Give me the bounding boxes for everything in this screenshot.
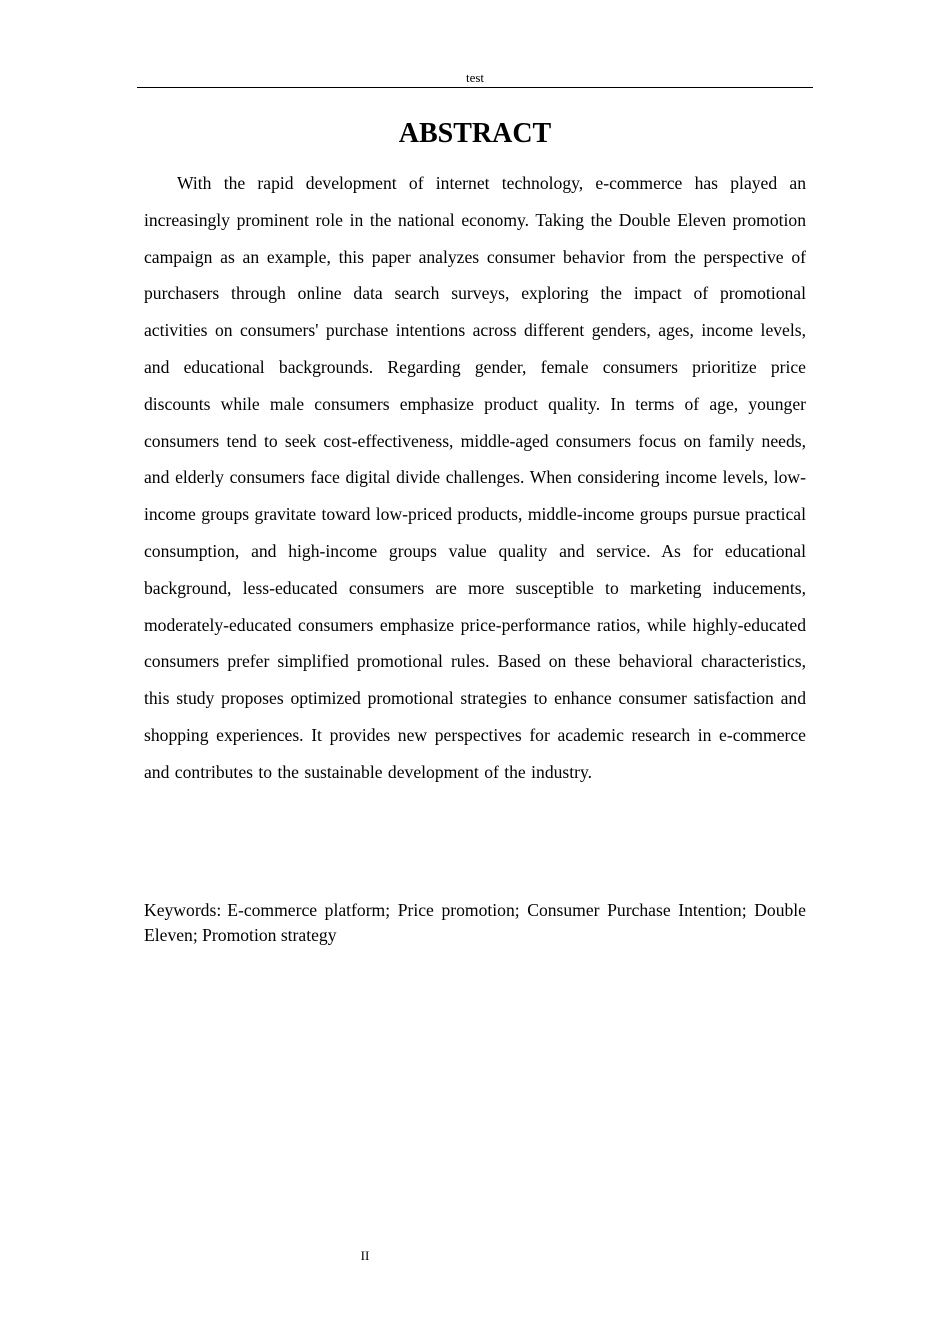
keywords-label: Keywords: [144, 900, 222, 920]
abstract-heading: ABSTRACT [398, 118, 552, 149]
running-header: test [465, 70, 485, 85]
keywords-text: E-commerce platform; Price promotion; Consumer Purchase Intention; Double Eleven; Promotion strategy [144, 900, 806, 945]
header-divider [137, 87, 813, 88]
abstract-paragraph: With the rapid development of internet technology, e-commerce has played an increasingly prominent role in the national economy. Taking the Double Eleven promotion campaign as an example, this paper analyzes consumer behavior from the perspective of purchasers through online data search surveys, exploring the impact of promotional activities on consumers' purchase intentions across different genders, ages, income levels, and educational backgrounds. Regarding gender, female consumers prioritize price discounts while male consumers emphasize product quality. In terms of age, younger consumers tend to seek cost-effectiveness, middle-aged consumers focus on family needs, and elderly consumers face digital divide challenges. When considering income levels, low-income groups gravitate toward low-priced products, middle-income groups pursue practical consumption, and high-income groups value quality and service. As for educational background, less-educated consumers are more susceptible to marketing inducements, moderately-educated consumers emphasize price-performance ratios, while highly-educated consumers prefer simplified promotional rules. Based on these behavioral characteristics, this study proposes optimized promotional strategies to enhance consumer satisfaction and shopping experiences. It provides new perspectives for academic research in e-commerce and contributes to the sustainable development of the industry. [144, 173, 806, 782]
page-number: II [360, 1248, 370, 1263]
keywords-section [144, 898, 806, 948]
